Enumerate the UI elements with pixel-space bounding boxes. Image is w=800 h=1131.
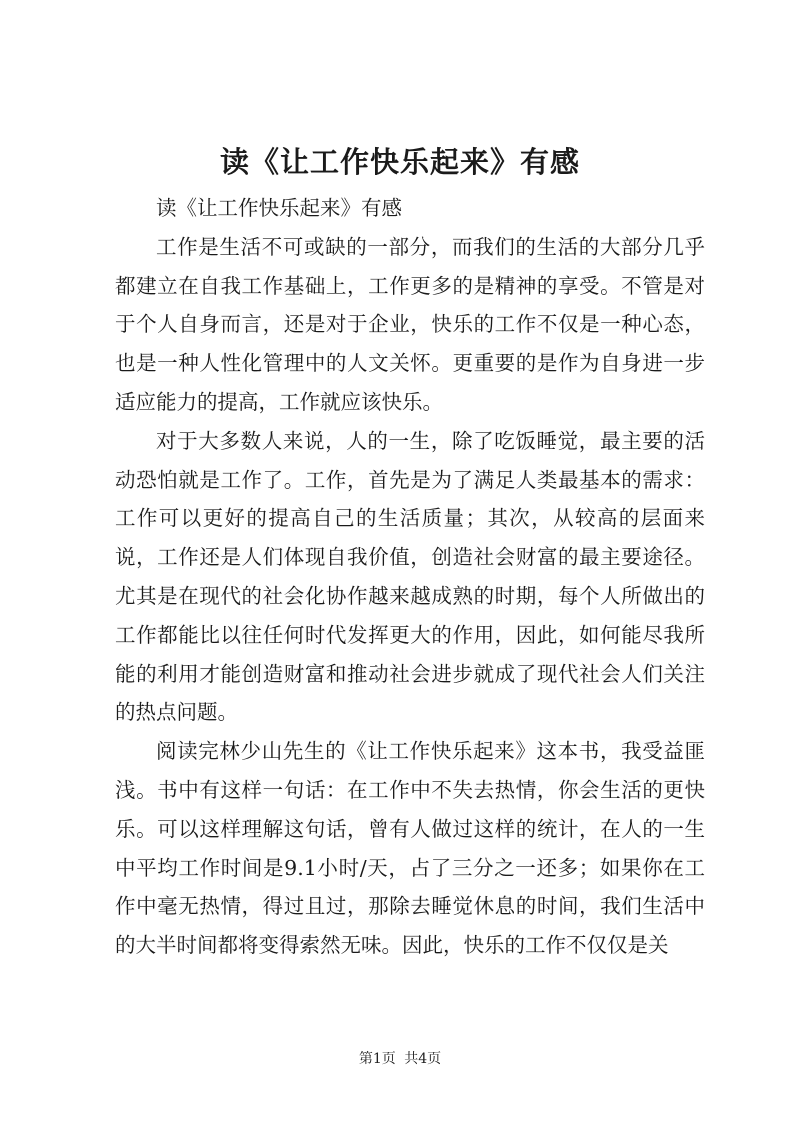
document-body: [115, 189, 705, 965]
page-number: 第1页: [358, 1051, 396, 1067]
page-footer: [0, 1048, 800, 1068]
document-title: 读《让工作快乐起来》有感: [219, 145, 580, 179]
subtitle-line: 读《让工作快乐起来》有感: [156, 196, 402, 220]
page-total: 共4页: [404, 1051, 442, 1067]
paragraph-3: 阅读完林少山先生的《让工作快乐起来》这本书，我受益匪浅。书中有这样一句话：在工作中不失去热情，你会生活的更快乐。可以这样理解这句话，曾有人做过这样的统计，在人的一生中平均工作时间是9.1小时/天，占了三分之一还多；如果你在工作中毫无热情，得过且过，那除去睡觉休息的时间，我们生活中的大半时间都将变得索然无味。因此，快乐的工作不仅仅是关: [115, 739, 705, 958]
paragraph-2: 对于大多数人来说，人的一生，除了吃饭睡觉，最主要的活动恐怕就是工作了。工作，首先是为了满足人类最基本的需求：工作可以更好的提高自己的生活质量；其次，从较高的层面来说，工作还是人们体现自我价值，创造社会财富的最主要途径。尤其是在现代的社会化协作越来越成熟的时期，每个人所做出的工作都能比以往任何时代发挥更大的作用，因此，如何能尽我所能的利用才能创造财富和推动社会进步就成了现代社会人们关注的热点问题。: [115, 428, 705, 725]
paragraph-1: 工作是生活不可或缺的一部分，而我们的生活的大部分几乎都建立在自我工作基础上，工作更多的是精神的享受。不管是对于个人自身而言，还是对于企业，快乐的工作不仅是一种心态，也是一种人性化管理中的人文关怀。更重要的是作为自身进一步适应能力的提高，工作就应该快乐。: [115, 234, 705, 414]
